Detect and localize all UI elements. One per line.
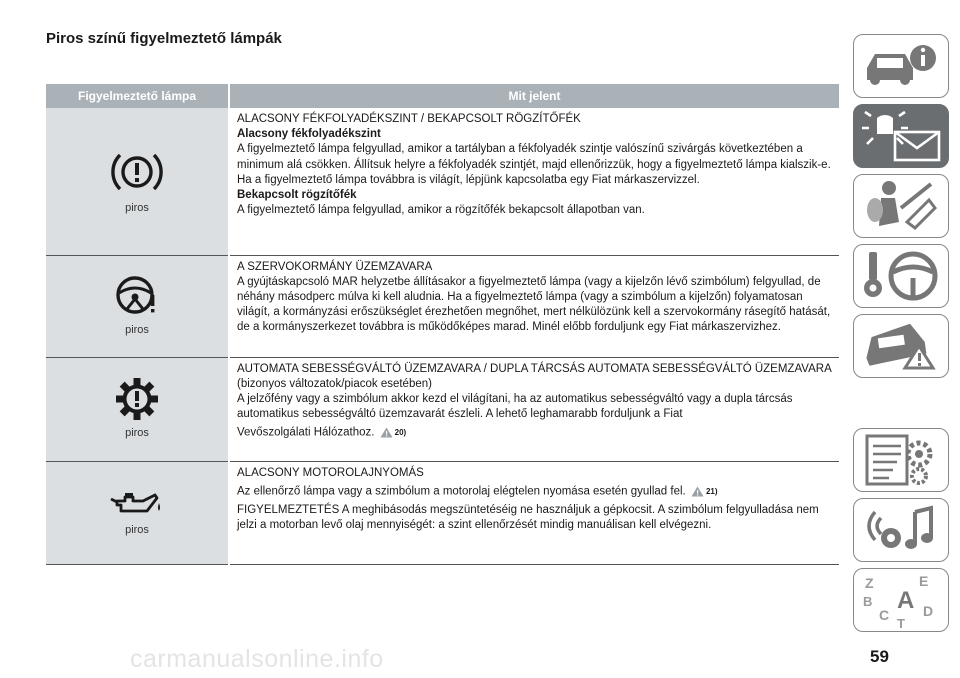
warning-title: A SZERVOKORMÁNY ÜZEMZAVARA <box>237 260 433 273</box>
multimedia-icon <box>859 502 943 558</box>
lamp-color-label: piros <box>125 427 149 440</box>
index-icon <box>859 570 943 630</box>
warning-text: Vevőszolgálati Hálózathoz. <box>237 426 375 439</box>
table-row <box>46 357 839 461</box>
index-letter: D <box>923 603 934 619</box>
warning-subtitle: Alacsony fékfolyadékszint <box>237 128 381 141</box>
tab-maintenance[interactable] <box>853 428 949 492</box>
tab-emergency[interactable] <box>853 314 949 378</box>
meaning-cell <box>229 108 839 255</box>
table-row <box>46 108 839 255</box>
tab-safety[interactable] <box>853 174 949 238</box>
power-steering-warning-icon <box>113 273 161 319</box>
lamp-color-label: piros <box>125 324 149 337</box>
warning-text: A figyelmeztető lámpa felgyullad, amikor a rögzítőfék bekapcsolt állapotban van. <box>237 204 645 217</box>
warning-lights-icon <box>859 108 943 164</box>
meaning-cell <box>229 461 839 564</box>
index-letter: B <box>863 594 873 609</box>
table-row <box>46 255 839 357</box>
index-letter: A <box>897 587 915 614</box>
warning-triangle-icon <box>380 427 393 438</box>
lamp-color-label: piros <box>125 523 149 536</box>
brake-warning-icon <box>110 147 164 197</box>
table-row <box>46 461 839 564</box>
warning-title: ALACSONY FÉKFOLYADÉKSZINT / BEKAPCSOLT RÖGZÍTŐFÉK <box>237 113 581 125</box>
tab-index[interactable] <box>853 568 949 632</box>
warning-title: AUTOMATA SEBESSÉGVÁLTÓ ÜZEMZAVARA / DUPLA TÁRCSÁS AUTOMATA SEBESSÉGVÁLTÓ ÜZEMZAVARA <box>237 362 832 375</box>
header-meaning: Mit jelent <box>229 84 839 108</box>
page-number: 59 <box>870 647 889 666</box>
tab-car-info[interactable] <box>853 34 949 98</box>
tab-warning-lights[interactable] <box>853 104 949 168</box>
transmission-fault-icon <box>114 376 160 422</box>
maintenance-icon <box>859 432 943 488</box>
lamp-cell <box>46 255 229 357</box>
warning-text: A figyelmeztető lámpa felgyullad, amikor a tartályban a fékfolyadék szintje valószínű szivárgás következtében a minimum alá csökken. Állítsuk helyre a fékfolyadék szintjét, majd ellenőrizzük, hogy a figyelmeztető lámpa kialszik-e. Ha a figyelmeztető lámpa továbbra is világít, lépjünk kapcsolatba egy Fiat márkaszervizzel. <box>237 143 831 186</box>
index-letter: E <box>919 573 929 589</box>
table-header-row <box>46 84 839 108</box>
warning-text: A jelzőfény vagy a szimbólum akkor kezd el világítani, ha az automatikus sebességváltó vagy a dupla tárcsás automatikus sebességváltó üzemzavarát észleli. A lehető leghamarabb forduljunk a Fiat <box>237 392 793 421</box>
index-letter: C <box>879 607 890 623</box>
reference-marker <box>691 484 718 499</box>
reference-marker <box>380 425 407 440</box>
warning-lights-table <box>46 84 839 565</box>
warning-text: A gyújtáskapcsoló MAR helyzetbe állításakor a figyelmeztető lámpa (vagy a kijelzőn lévő szimbólum) felgyullad, de néhány másodperc múlva ki kell aludnia. Ha a figyelmeztető lámpa (vagy a szimbólum a kijelzőn) folyamatosan világít, a kormányzási erőszükséglet érezhetően megnőhet, mert nélkülözünk kell a szervokormány rásegítő hatását, de a kormányszerkezet továbbra is működőképes marad. Minél előbb forduljunk egy Fiat márkaszervizhez. <box>237 275 831 334</box>
oil-pressure-icon <box>109 487 165 519</box>
meaning-cell <box>229 255 839 357</box>
reference-number: 20) <box>394 428 407 438</box>
starting-driving-icon <box>859 248 943 304</box>
warning-text: Az ellenőrző lámpa vagy a szimbólum a motorolaj elégtelen nyomása esetén gyullad fel. <box>237 485 686 498</box>
warning-title: ALACSONY MOTOROLAJNYOMÁS <box>237 466 424 479</box>
tab-starting-driving[interactable] <box>853 244 949 308</box>
warning-note: (bizonyos változatok/piacok esetében) <box>237 377 432 390</box>
lamp-cell <box>46 461 229 564</box>
car-info-icon <box>859 40 943 92</box>
header-lamp: Figyelmeztető lámpa <box>46 84 229 108</box>
index-letter: T <box>897 616 905 630</box>
lamp-cell <box>46 108 229 255</box>
watermark: carmanualsonline.info <box>130 645 384 673</box>
lamp-cell <box>46 357 229 461</box>
lamp-color-label: piros <box>125 201 149 214</box>
warning-text: FIGYELMEZTETÉS A meghibásodás megszüntetéséig ne használjuk a gépkocsit. A szimbólum felgyulladása nem jelzi a motorban levő olaj mennyiségét: a szint ellenőrzését mindig manuálisan kell elvégezni. <box>237 503 819 531</box>
chapter-sidebar <box>853 0 960 678</box>
safety-airbag-icon <box>859 178 943 234</box>
meaning-cell <box>229 357 839 461</box>
page-title: Piros színű figyelmeztető lámpák <box>46 30 282 47</box>
emergency-icon <box>859 318 943 374</box>
tab-multimedia[interactable] <box>853 498 949 562</box>
warning-subtitle: Bekapcsolt rögzítőfék <box>237 189 357 202</box>
reference-number: 21) <box>705 486 718 496</box>
warning-triangle-icon <box>691 486 704 497</box>
index-letter: Z <box>865 575 874 591</box>
